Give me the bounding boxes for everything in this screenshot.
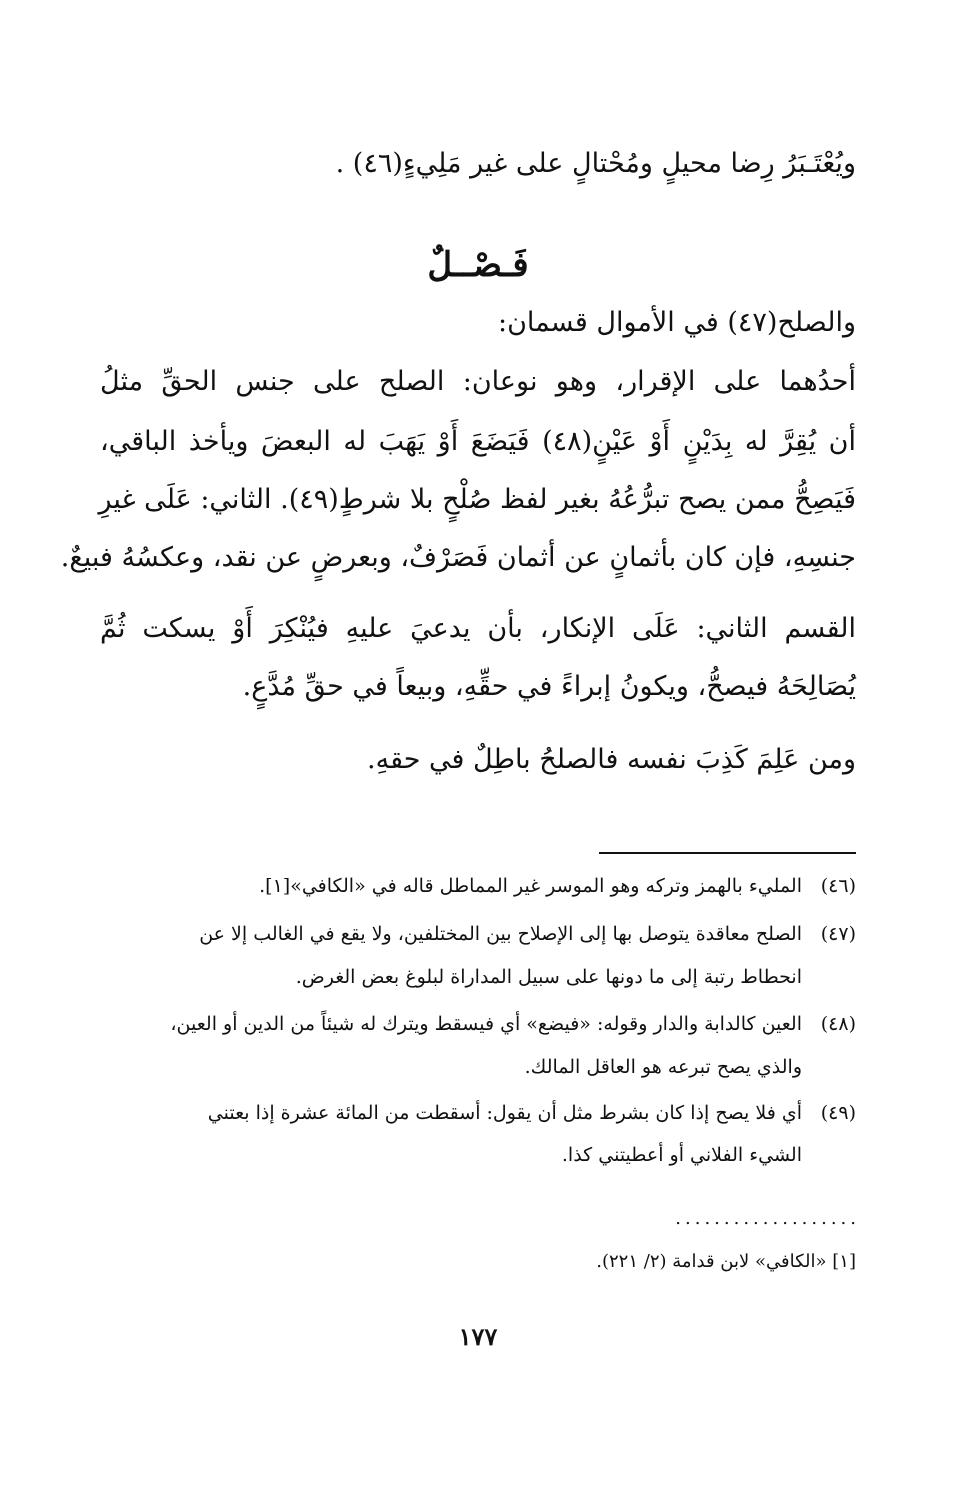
footnote-48 (100, 1015, 856, 1034)
paragraph-1-line-1: أحدُهما على الإقرار، وهو نوعان: الصلح على جنس الحقِّ مثلُ (100, 366, 856, 397)
footnote-number: (٤٨) (820, 1013, 856, 1035)
paragraph-2-line-1: القسم الثاني: عَلَى الإنكار، بأن يدعيَ عليهِ فيُنْكِرَ أَوْ يسكت ثُمَّ (100, 613, 856, 644)
footnote-text: المليء بالهمز وتركه وهو الموسر غير المماطل قاله في «الكافي»[١]. (259, 875, 802, 897)
footnote-number: (٤٩) (820, 1102, 856, 1124)
footnote-separator-rule (599, 852, 856, 854)
paragraph-1-line-4: جنسِهِ، فإن كان بأثمانٍ عن أثمان فَصَرْفٌ، وبعرضٍ عن نقد، وعكسُهُ فبيعٌ. (60, 542, 856, 573)
paragraph-1-line-3: فَيَصِحُّ ممن يصح تبرُّعُهُ بغير لفظ صُلْحٍ بلا شرطٍ(٤٩). الثاني: عَلَى غيرِ (98, 484, 856, 515)
endnote-separator-dots: ................... (675, 1208, 860, 1229)
body-line-rida: ويُعْتَـبَرُ رِضا محيلٍ ومُحْتالٍ على غير مَلِيءٍ(٤٦) . (335, 148, 856, 179)
footnote-49-continuation: الشيء الفلاني أو أعطيتني كذا. (561, 1144, 802, 1166)
footnote-number: (٤٦) (820, 875, 856, 897)
body-line-batil: ومن عَلِمَ كَذِبَ نفسه فالصلحُ باطِلٌ في حقهِ. (367, 744, 856, 775)
footnote-46 (100, 877, 856, 896)
body-line-sulh-intro: والصلح(٤٧) في الأموال قسمان: (498, 307, 856, 338)
paragraph-1-line-2: أن يُقِرَّ له بِدَيْنٍ أَوْ عَيْنٍ(٤٨) فَيَضَعَ أَوْ يَهَبَ له البعضَ ويأخذ الباقي، (100, 426, 857, 457)
footnote-number: (٤٧) (820, 923, 856, 945)
footnote-text: أي فلا يصح إذا كان بشرط مثل أن يقول: أسقطت من المائة عشرة إذا بعتني (207, 1102, 802, 1124)
footnote-text: العين كالدابة والدار وقوله: «فيضع» أي فيسقط ويترك له شيئاً من الدين أو العين، (170, 1013, 802, 1035)
footnote-47-continuation: انحطاط رتبة إلى ما دونها على سبيل المداراة لبلوغ بعض الغرض. (295, 966, 802, 988)
footnote-text: الصلح معاقدة يتوصل بها إلى الإصلاح بين المختلفين، ولا يقع في الغالب إلا عن (199, 923, 802, 945)
footnote-49 (100, 1104, 856, 1123)
footnote-47 (100, 925, 856, 944)
endnote-reference: [١] «الكافي» لابن قدامة (٢/ ٢٢١). (596, 1251, 856, 1272)
paragraph-2-line-2: يُصَالِحَهُ فيصحُّ، ويكونُ إبراءً في حقِّهِ، وبيعاً في حقِّ مُدَّعٍ. (242, 671, 856, 702)
section-heading: فَـصْــلٌ (427, 245, 529, 285)
footnote-48-continuation: والذي يصح تبرعه هو العاقل المالك. (524, 1056, 802, 1078)
page-number: ١٧٧ (458, 1322, 498, 1351)
